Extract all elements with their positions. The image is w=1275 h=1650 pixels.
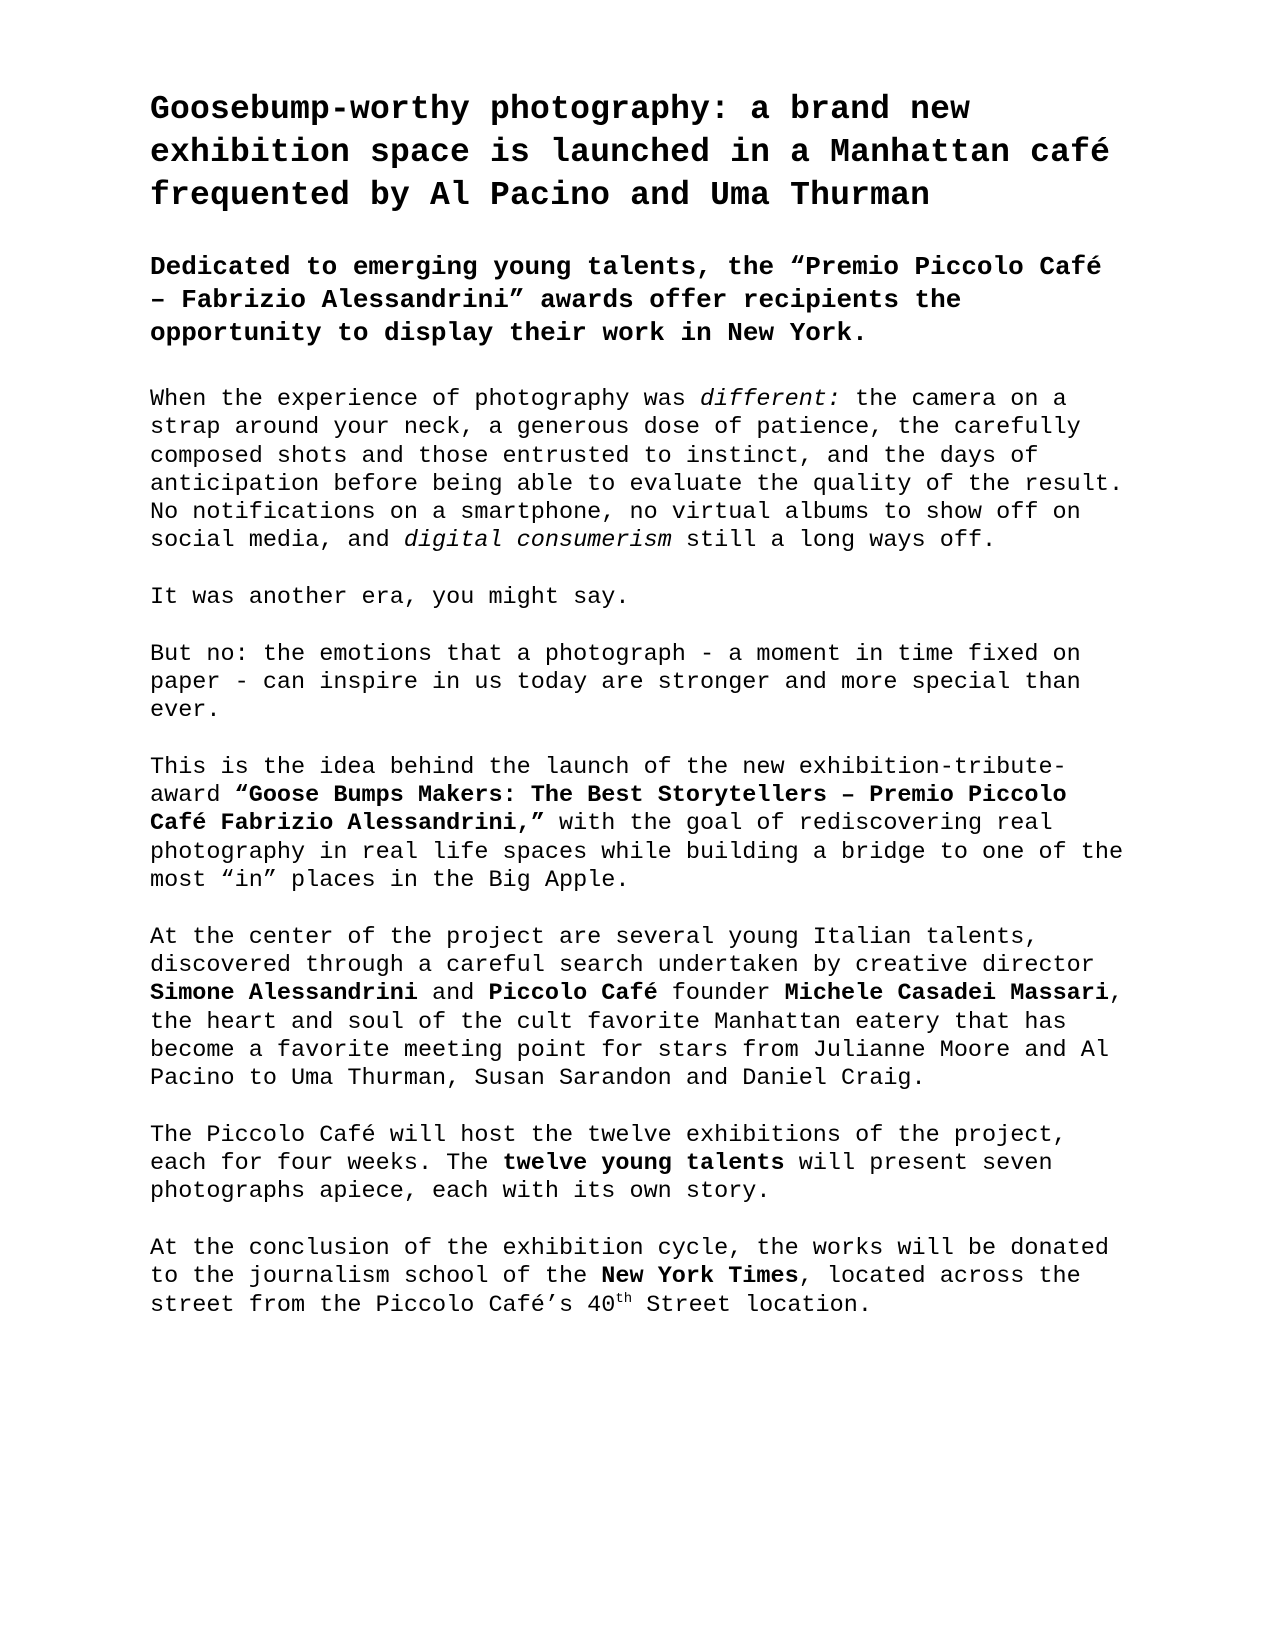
paragraph-text: , located across the street from the Piccolo Café’s 40 (150, 1263, 1081, 1319)
paragraph-text: The Piccolo Café will host the twelve exhibitions of the project, each for four weeks. The (150, 1121, 1067, 1178)
paragraph-text: This is the idea behind the launch of the new exhibition-tribute-award (150, 753, 1067, 810)
paragraph-text: the camera on a strap around your neck, a generous dose of patience, the carefully composed shots and those entrusted to instinct, and the days of anticipation before being able to evaluate the quality of the result. No notifications on a smartphone, no virtual albums to show off on social media, and (150, 386, 1124, 555)
paragraph-text: When the experience of photography was (150, 386, 700, 413)
emphasis-text: different: (700, 386, 842, 413)
article (150, 88, 1130, 1320)
headline: Goosebump-worthy photography: a brand new exhibition space is launched in a Manhattan café frequented by Al Pacino and Uma Thurman (150, 91, 1111, 214)
paragraph-text: will present seven photographs apiece, each with its own story. (150, 1150, 1053, 1206)
paragraph-emotions: But no: the emotions that a photograph - a moment in time fixed on paper - can inspire in us today are stronger and more special than ever. (150, 640, 1081, 725)
paragraph-idea (150, 754, 1130, 895)
paragraph-text: with the goal of rediscovering real photography in real life spaces while building a bridge to one of the most “in” places in the Big Apple. (150, 810, 1124, 895)
paragraph-conclusion (150, 1235, 1130, 1320)
paragraph-another-era: It was another era, you might say. (150, 584, 630, 612)
name-simone-alessandrini: Simone Alessandrini (150, 980, 418, 1008)
name-piccolo-cafe: Piccolo Café (488, 980, 658, 1008)
emphasis-text: digital consumerism (403, 527, 672, 555)
paragraph-text: and (417, 980, 489, 1008)
twelve-young-talents: twelve young talents (502, 1150, 785, 1178)
paragraph-text: At the center of the project are several young Italian talents, discovered through a careful search undertaken by creative director (150, 923, 1095, 979)
paragraph-text: founder (657, 980, 785, 1008)
paragraph-text: At the conclusion of the exhibition cycle, the works will be donated to the journalism school of the (150, 1234, 1109, 1291)
name-michele-casadei-massari: Michele Casadei Massari (784, 980, 1109, 1008)
paragraph-text: still a long ways off. (671, 527, 997, 555)
award-title: “Goose Bumps Makers: The Best Storytellers – Premio Piccolo Café Fabrizio Alessandrini,” (150, 782, 1067, 838)
new-york-times: New York Times (601, 1263, 799, 1291)
paragraph-intro (150, 386, 1130, 556)
paragraph-text: , the heart and soul of the cult favorite Manhattan eatery that has become a favorite meeting point for stars from Julianne Moore and Al Pacino to Uma Thurman, Susan Sarandon and Daniel Craig. (150, 980, 1124, 1093)
paragraph-project-center (150, 924, 1130, 1094)
ordinal-superscript: th (615, 1290, 633, 1307)
paragraph-exhibitions (150, 1122, 1130, 1207)
paragraph-text: Street location. (632, 1291, 872, 1319)
subheadline: Dedicated to emerging young talents, the “Premio Piccolo Café – Fabrizio Alessandrini” awards offer recipients the opportunity to display their work in New York. (150, 252, 1102, 348)
